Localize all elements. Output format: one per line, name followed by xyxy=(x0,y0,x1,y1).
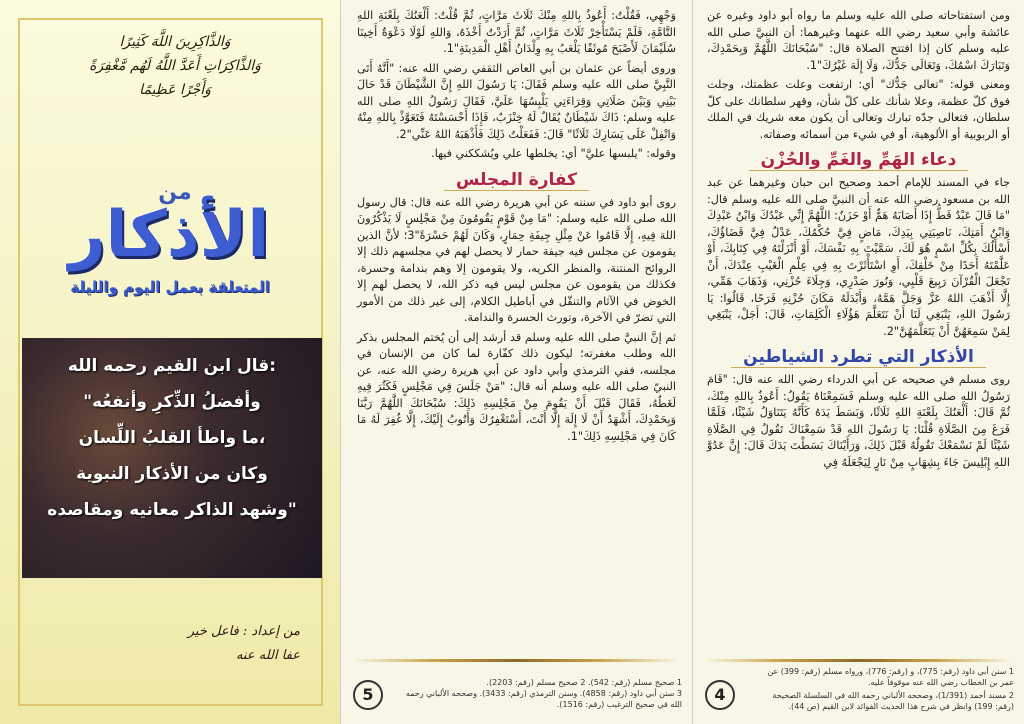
verse-line: وَالذَّاكِرِينَ اللَّهَ كَثِيرًا xyxy=(119,34,231,50)
footnote-divider xyxy=(353,659,680,662)
book-title: الأذكار xyxy=(68,198,270,272)
book-subtitle: المتعلقة بعمل اليوم والليلة xyxy=(70,278,270,296)
paragraph: ومعنى قوله: "تعالى جَدُّك" أي: ارتفعت وعلت عظمتك، وجلت فوق كلّ عظمة، وعلا شأنك على كلّ شأن، وقهر سلطانك على كلّ سلطان، فتعالى جدّه تبارك وتعالى أن يكون معه شريك في الملك أو الربوبية أو الألوهية، أو في شيء من أسمائه وصفاته. xyxy=(707,78,1010,141)
paragraph: وروى أيضاً عن عثمان بن أبي العاص الثقفي رضي الله عنه: "أَنَّهُ أَتَى النَّبِيَّ صلى الله عليه وسلم فَقَالَ: يَا رَسُولَ اللهِ إِنَّ الشَّيْطَانَ قَدْ حَالَ بَيْنِي وَبَيْنَ صَلَاتِي وَقِرَاءَتِي يَلْبِسُهَا عَلَيَّ، فَقَالَ رَسُولُ اللهِ صلى الله عليه وسلم: ذَاكَ شَيْطَانٌ يُقَالُ لَهُ خِنْزَبٌ، فَإِذَا أَحْسَسْتَهُ فَتَعَوَّذْ بِاللهِ مِنْهُ وَاتْفِلْ عَلَى يَسَارِكَ ثَلَاثًا" قَالَ: فَفَعَلْتُ ذَلِكَ فَأَذْهَبَهُ اللهُ عَنِّي"2. xyxy=(357,61,676,141)
footnote: 3 سنن أبي داود (رقم: 4858). وسنن الترمذي (رقم: 3433). وصححه الألباني رحمه الله في صحيح الترغيب (رقم: 1516). xyxy=(405,689,682,709)
verse-line: وَالذَّاكِرَاتِ أَعَدَّ اللَّهُ لَهُم مَّغْفِرَةً xyxy=(89,58,261,74)
section-heading xyxy=(707,149,1010,171)
paragraph: روى مسلم في صحيحه عن أبي الدرداء رضي الله عنه قال: "قَامَ رَسُولُ اللهِ صلى الله عليه وسلم فَسَمِعْنَاهُ يَقُولُ: أَعُوذُ بِاللهِ مِنْكَ، ثُمَّ قَالَ: أَلْعَنُكَ بِلَعْنَةِ اللهِ ثَلَاثًا، وَبَسَطَ يَدَهُ كَأَنَّهُ يَتَنَاوَلُ شَيْئًا، فَلَمَّا فَرَغَ مِنَ الصَّلَاةِ قُلْنَا: يَا رَسُولَ اللهِ قَدْ سَمِعْنَاكَ تَقُولُ فِي الصَّلَاةِ شَيْئًا لَمْ نَسْمَعْكَ تَقُولُهُ قَبْلَ ذَلِكَ، وَرَأَيْنَاكَ بَسَطْتَ يَدَكَ قَالَ: إِنَّ عَدُوَّ اللهِ إِبْلِيسَ جَاءَ بِشِهَابٍ مِنْ نَارٍ لِيَجْعَلَهُ فِي xyxy=(707,373,1010,469)
footnote: 2 مسند أحمد (1/391)، وصححه الألباني رحمه الله في السلسلة الصحيحة (رقم: 199) وانظر في شرح هذا الحديث الفوائد لابن القيم (ص 44). xyxy=(772,691,1014,711)
quran-verse xyxy=(60,30,290,102)
page-number: 5 xyxy=(353,680,383,710)
quote-line: وكان من الأذكار النبوية xyxy=(76,464,268,484)
quote-line: وشهد الذاكر معانيه ومقاصده" xyxy=(47,500,297,520)
page-5-panel xyxy=(340,0,692,724)
section-heading xyxy=(707,346,1010,368)
footnote: 1 صحيح مسلم (رقم: 542). 2 صحيح مسلم (رقم: 2203). xyxy=(486,678,682,687)
title-prefix: من xyxy=(158,180,192,205)
ibn-qayyim-quote-box xyxy=(22,338,322,578)
page-4-text xyxy=(707,8,1010,664)
section-heading-text: كفارة المجلس xyxy=(444,170,589,191)
paragraph: جاء في المسند للإمام أحمد وصحيح ابن حبان وغيرهما عن عبد الله بن مسعود رضي الله عنه أن النبيَّ صلى الله عليه وسلم قال: "مَا قَالَ عَبْدٌ قَطُّ إِذَا أَصَابَهُ هَمٌّ أَوْ حَزَنٌ: اللَّهُمَّ إِنِّي عَبْدُكَ وَابْنُ عَبْدِكَ وَابْنُ أَمَتِكَ، نَاصِيَتِي بِيَدِكَ، مَاضٍ فِيَّ حُكْمُكَ، عَدْلٌ فِيَّ قَضَاؤُكَ، أَسْأَلُكَ بِكُلِّ اسْمٍ هُوَ لَكَ، سَمَّيْتَ بِهِ نَفْسَكَ، أَوْ أَنْزَلْتَهُ فِي كِتَابِكَ، أَوْ عَلَّمْتَهُ أَحَدًا مِنْ خَلْقِكَ، أَوِ اسْتَأْثَرْتَ بِهِ فِي عِلْمِ الْغَيْبِ عِنْدَكَ، أَنْ تَجْعَلَ الْقُرْآنَ رَبِيعَ قَلْبِي، وَنُورَ صَدْرِي، وَجِلَاءَ حُزْنِي، وَذَهَابَ هَمِّي، إِلَّا أَذْهَبَ اللهُ عَزَّ وَجَلَّ هَمَّهُ، وَأَبْدَلَهُ مَكَانَ حُزْنِهِ فَرَحًا، قَالُوا: يَا رَسُولَ اللهِ، يَنْبَغِي لَنَا أَنْ نَتَعَلَّمَ هَؤُلَاءِ الْكَلِمَاتِ، قَالَ: أَجَلْ، يَنْبَغِي لِمَنْ سَمِعَهُنَّ أَنْ يَتَعَلَّمَهُنَّ"2. xyxy=(707,176,1010,338)
section-heading xyxy=(357,169,676,191)
credit-line: عفا الله عنه xyxy=(235,648,300,663)
paragraph: وقوله: "يلبسها عليَّ" أي: يخلطها علي ويُشككني فيها. xyxy=(431,147,676,160)
footnote: 1 سنن أبي داود (رقم: 775)، و (رقم: 776)، ورواه مسلم (رقم: 399) عن عمر بن الخطاب رضي الله عنه موقوفاً عليه. xyxy=(767,667,1014,687)
section-heading-text: دعاء الهَمِّ والغَمِّ والحُزْن xyxy=(749,150,969,171)
author-credit xyxy=(120,620,300,668)
page-5-text xyxy=(357,8,676,664)
quote-line: ما واطأ القلبُ اللِّسان، xyxy=(78,428,266,448)
page-4-panel xyxy=(692,0,1024,724)
paragraph: ومن استفتاحاته صلى الله عليه وسلم ما رواه أبو داود وغيره عن عائشة وأبي سعيد رضي الله عنهما وغيرهما: أن النبيَّ صلى الله عليه وسلم كان إذا افتتح الصلاة قال: "سُبْحَانَكَ اللَّهُمَّ وَبِحَمْدِكَ، وَتَبَارَكَ اسْمُكَ، وَتَعَالَى جَدُّكَ، وَلَا إِلَهَ غَيْرُكَ"1. xyxy=(707,9,1010,72)
quote-line: قال ابن القيم رحمه الله: xyxy=(67,356,277,376)
paragraph: روى أبو داود في سننه عن أبي هريرة رضي الله عنه قال: قال رسول الله صلى الله عليه وسلم: "مَا مِنْ قَوْمٍ يَقُومُونَ مِنْ مَجْلِسٍ لَا يَذْكُرُونَ اللهَ فِيهِ، إِلَّا قَامُوا عَنْ مِثْلِ جِيفَةِ حِمَارٍ، وَكَانَ لَهُمْ حَسْرَةً"3؛ لأنَّ الذين يقومون عن مجلس فيه جيفة حمار لا يحصل لهم في مجلسهم ذلك إلا الروائح المنتنة، والمنظر الكريه، ولا يقومون إلا وهم بندامة وحسرة، فكذلك من يقومون عن مجلس ليس فيه ذكر الله، لا يحصل لهم إلا الخوض في الآثام والتنقّل في أباطيل الكلام، إلى غير ذلك من الأمور التي تضرّ في الآخرة، وتورث الحسرة والندامة. xyxy=(357,195,676,324)
page-number: 4 xyxy=(705,680,735,710)
credit-line: من إعداد : فاعل خير xyxy=(187,624,300,639)
cover-panel xyxy=(0,0,340,724)
quote-line: "وأفضلُ الذِّكرِ وأنفعُه xyxy=(83,392,261,412)
verse-line: وَأَجْرًا عَظِيمًا xyxy=(139,82,211,98)
footnote-divider xyxy=(705,659,1012,662)
paragraph: ثم إنَّ النبيَّ صلى الله عليه وسلم قد أرشد إلى أن يُختم المجلس بذكر الله وطلب مغفرته؛ ليكون ذلك كفّارة لما كان من الإنسان في مجلسه، ففي الترمذي وأبي داود عن أبي هريرة رضي الله عنه، عن النبيّ صلى الله عليه وسلم أنه قال: "مَنْ جَلَسَ فِي مَجْلِسٍ فَكَثُرَ فِيهِ لَغَطُهُ، فَقَالَ قَبْلَ أَنْ يَقُومَ مِنْ مَجْلِسِهِ ذَلِكَ: سُبْحَانَكَ اللَّهُمَّ رَبَّنَا وَبِحَمْدِكَ، أَشْهَدُ أَنْ لَا إِلَهَ إِلَّا أَنْتَ، أَسْتَغْفِرُكَ وَأَتُوبُ إِلَيْكَ، إِلَّا غُفِرَ لَهُ مَا كَانَ فِي مَجْلِسِهِ ذَلِكَ"1. xyxy=(357,330,676,443)
paragraph: وَجْهِي، فَقُلْتُ: أَعُوذُ بِاللهِ مِنْكَ ثَلَاثَ مَرَّاتٍ، ثُمَّ قُلْتُ: أَلْعَنُكَ بِلَعْنَةِ اللهِ التَّامَّةِ، فَلَمْ يَسْتَأْخِرْ ثَلَاثَ مَرَّاتٍ، ثُمَّ أَرَدْتُ أَخْذَهُ، وَاللهِ لَوْلَا دَعْوَةُ أَخِينَا سُلَيْمَانَ لَأَصْبَحَ مُوثَقًا يَلْعَبُ بِهِ وِلْدَانُ أَهْلِ الْمَدِينَةِ"1. xyxy=(357,9,676,55)
section-heading-text: الأذكار التي تطرد الشياطين xyxy=(731,347,986,368)
